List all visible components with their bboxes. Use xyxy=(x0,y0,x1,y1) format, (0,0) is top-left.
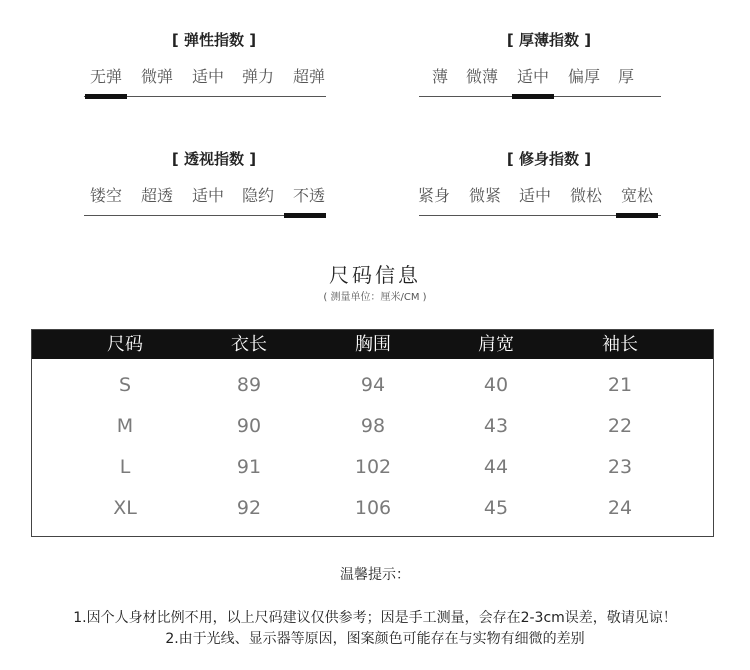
table-row xyxy=(32,365,713,406)
table-cell: 90 xyxy=(236,415,262,437)
index-option: 适中 xyxy=(191,186,224,205)
index-title: [ 修身指数 ] xyxy=(506,150,592,168)
table-cell: 44 xyxy=(483,456,509,478)
column-header: 肩宽 xyxy=(478,334,514,355)
index-option: 镂空 xyxy=(89,186,122,205)
index-title: [ 弹性指数 ] xyxy=(171,31,257,49)
index-option: 微松 xyxy=(569,186,602,205)
index-option: 超透 xyxy=(140,186,173,205)
index-options xyxy=(419,66,679,88)
column-header: 胸围 xyxy=(355,334,391,355)
tips-title: 温馨提示： xyxy=(340,567,410,583)
index-option: 微薄 xyxy=(465,67,498,86)
table-cell: 94 xyxy=(360,374,386,396)
table-cell: 89 xyxy=(236,374,262,396)
index-title: [ 透视指数 ] xyxy=(171,150,257,168)
table-cell: L xyxy=(119,456,131,478)
table-row xyxy=(32,447,713,488)
index-option: 紧身 xyxy=(417,186,450,205)
index-selected-marker xyxy=(284,213,326,218)
table-cell: XL xyxy=(113,497,137,519)
table-row xyxy=(32,406,713,447)
index-options xyxy=(419,185,679,207)
table-cell: 92 xyxy=(236,497,262,519)
table-cell: 24 xyxy=(607,497,633,519)
column-header: 尺码 xyxy=(107,334,143,355)
index-selected-marker xyxy=(85,94,127,99)
index-options xyxy=(84,66,344,88)
index-option: 无弹 xyxy=(89,67,122,86)
table-cell: 21 xyxy=(607,374,633,396)
column-header: 衣长 xyxy=(231,334,267,355)
table-cell: 102 xyxy=(354,456,392,478)
tip-line: 2.由于光线、显示器等原因，图案颜色可能存在与实物有细微的差别 xyxy=(165,631,585,647)
index-option: 弹力 xyxy=(241,67,274,86)
index-option: 适中 xyxy=(191,67,224,86)
tip-line: 1.因个人身材比例不用，以上尺码建议仅供参考；因是手工测量，会存在2-3cm误差，敬请见谅！ xyxy=(73,610,677,626)
index-title: [ 厚薄指数 ] xyxy=(506,31,592,49)
index-selected-marker xyxy=(512,94,554,99)
index-option: 微弹 xyxy=(140,67,173,86)
table-cell: 106 xyxy=(354,497,392,519)
index-options xyxy=(84,185,344,207)
index-option: 薄 xyxy=(431,67,448,86)
table-cell: 91 xyxy=(236,456,262,478)
table-cell: 22 xyxy=(607,415,633,437)
index-option: 厚 xyxy=(617,67,634,86)
table-cell: S xyxy=(118,374,132,396)
table-row xyxy=(32,488,713,529)
index-option: 适中 xyxy=(516,67,549,86)
table-cell: 45 xyxy=(483,497,509,519)
column-header: 袖长 xyxy=(602,334,638,355)
table-cell: 40 xyxy=(483,374,509,396)
table-header xyxy=(32,330,713,359)
size-table xyxy=(31,329,714,537)
table-cell: 98 xyxy=(360,415,386,437)
index-option: 隐约 xyxy=(241,186,274,205)
index-option: 超弹 xyxy=(292,67,325,86)
index-option: 适中 xyxy=(518,186,551,205)
table-cell: 23 xyxy=(607,456,633,478)
index-selected-marker xyxy=(616,213,658,218)
index-option: 偏厚 xyxy=(567,67,600,86)
table-cell: 43 xyxy=(483,415,509,437)
index-option: 不透 xyxy=(292,186,325,205)
size-info-title: 尺码信息 xyxy=(329,263,421,287)
index-option: 宽松 xyxy=(620,186,653,205)
size-info-unit: ( 测量单位：厘米/CM ) xyxy=(323,292,427,303)
table-cell: M xyxy=(116,415,134,437)
index-option: 微紧 xyxy=(468,186,501,205)
